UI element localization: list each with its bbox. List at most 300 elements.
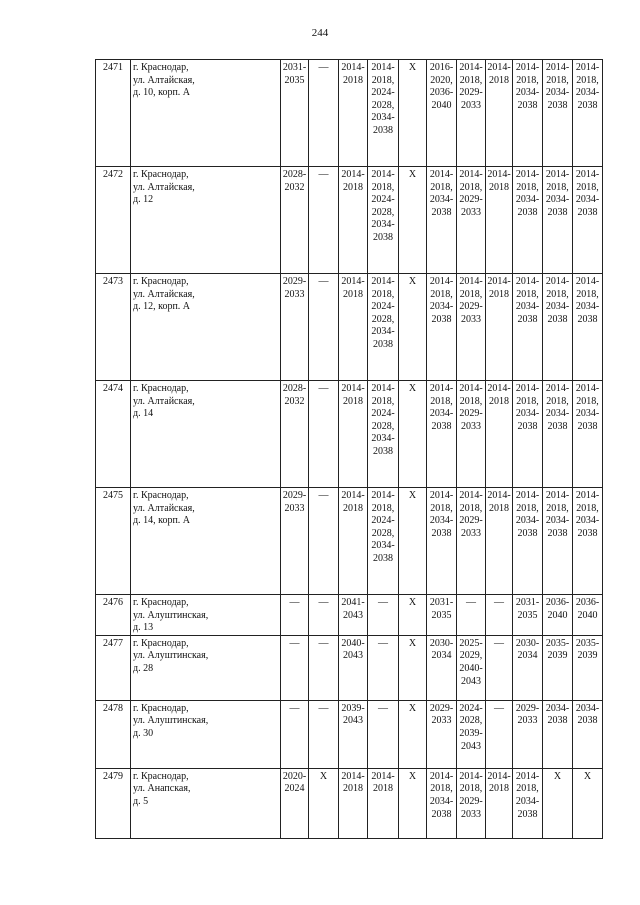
period-cell xyxy=(543,768,573,838)
period-cell xyxy=(281,635,309,700)
period-line: X xyxy=(583,770,592,782)
period-cell xyxy=(309,635,339,700)
period-line: 2018, xyxy=(516,502,539,514)
period-cell xyxy=(368,635,399,700)
period-line: 2034- xyxy=(545,194,570,206)
period-line: X xyxy=(408,702,417,714)
period-cell xyxy=(281,60,309,167)
period-line: 2039 xyxy=(547,650,568,662)
period-cell xyxy=(457,60,486,167)
period-line: 2014- xyxy=(371,169,395,180)
period-line: 2018, xyxy=(371,181,395,193)
period-cell xyxy=(427,60,457,167)
period-cell xyxy=(573,60,603,167)
period-cell xyxy=(309,595,339,636)
row-number: 2476 xyxy=(96,595,131,636)
period-line: 2028- xyxy=(282,383,307,394)
period-line: 2018 xyxy=(489,181,509,193)
table-row xyxy=(96,768,603,838)
period-line: 2024- xyxy=(371,408,395,420)
period-line: 2038 xyxy=(373,445,393,457)
period-line: 2024- xyxy=(371,194,395,206)
period-line: 2034- xyxy=(429,515,454,527)
period-line: 2014- xyxy=(341,62,365,73)
address-cell xyxy=(131,768,281,838)
address-cell xyxy=(131,381,281,488)
period-cell xyxy=(281,381,309,488)
period-line: 2014- xyxy=(487,169,511,180)
period-line: 2018, xyxy=(371,74,395,86)
period-line: 2034- xyxy=(545,515,570,527)
period-line: 2033 xyxy=(461,206,481,218)
period-line: 2014- xyxy=(371,62,395,73)
period-line: — xyxy=(318,597,329,608)
period-cell xyxy=(457,167,486,274)
period-line: 2038 xyxy=(577,715,598,727)
period-cell xyxy=(427,167,457,274)
period-line: 2040- xyxy=(341,637,365,649)
period-line: 2018 xyxy=(489,502,509,514)
period-line: 2014- xyxy=(371,276,395,287)
period-line: 2038 xyxy=(431,527,452,539)
period-line: 2032 xyxy=(284,181,305,193)
address-cell xyxy=(131,167,281,274)
period-cell xyxy=(368,274,399,381)
period-line: 2014- xyxy=(459,383,483,394)
period-cell xyxy=(457,635,486,700)
period-line: 2014- xyxy=(341,276,365,287)
period-line: 2028, xyxy=(371,527,395,539)
period-line: — xyxy=(318,169,329,180)
period-line: 2014- xyxy=(545,169,570,180)
period-cell xyxy=(399,381,427,488)
period-line: 2018, xyxy=(371,502,395,514)
period-line: 2034- xyxy=(515,408,540,420)
period-line: 2034- xyxy=(429,194,454,206)
period-line: X xyxy=(319,770,328,782)
period-line: 2038 xyxy=(547,99,568,111)
period-line: 2018 xyxy=(489,783,509,795)
period-line: X xyxy=(408,637,417,649)
period-cell xyxy=(309,768,339,838)
period-cell xyxy=(513,381,543,488)
period-line: 2020- xyxy=(282,770,307,782)
address-line: д. 14, корп. А xyxy=(133,515,191,527)
period-cell xyxy=(339,595,368,636)
period-line: 2018 xyxy=(343,74,363,86)
period-line: — xyxy=(289,597,300,608)
period-line: 2018, xyxy=(430,783,453,795)
period-line: 2038 xyxy=(547,420,568,432)
period-line: 2043 xyxy=(461,675,481,687)
period-cell xyxy=(543,488,573,595)
period-line: 2033 xyxy=(461,808,481,820)
period-line: 2029- xyxy=(459,301,483,313)
period-line: 2043 xyxy=(343,609,363,621)
period-line: 2033 xyxy=(284,502,305,514)
period-line: 2014- xyxy=(515,62,540,73)
period-line: — xyxy=(318,383,329,394)
period-cell xyxy=(573,635,603,700)
period-line: 2018 xyxy=(343,181,363,193)
period-line: X xyxy=(553,770,562,782)
period-cell xyxy=(339,381,368,488)
period-line: — xyxy=(318,62,329,73)
period-line: 2014- xyxy=(515,276,540,287)
address-line: г. Краснодар, xyxy=(133,62,189,73)
period-line: 2029- xyxy=(459,795,483,807)
period-line: 2029- xyxy=(459,87,483,99)
period-line: 2034- xyxy=(515,194,540,206)
period-line: 2040 xyxy=(431,99,452,111)
period-line: 2038 xyxy=(517,313,538,325)
period-line: 2043 xyxy=(461,740,481,752)
period-line: 2038 xyxy=(547,313,568,325)
period-line: X xyxy=(408,770,417,782)
period-line: 2014- xyxy=(459,169,483,180)
period-line: 2014- xyxy=(429,276,454,287)
period-line: 2029- xyxy=(429,702,454,714)
period-cell xyxy=(513,274,543,381)
period-line: 2039- xyxy=(459,727,483,739)
period-cell xyxy=(543,381,573,488)
period-cell xyxy=(486,274,513,381)
period-line: 2030- xyxy=(429,637,454,649)
period-line: 2034- xyxy=(545,87,570,99)
period-line: 2014- xyxy=(545,383,570,394)
period-line: X xyxy=(408,62,417,73)
period-cell xyxy=(486,381,513,488)
address-line: ул. Алтайская, xyxy=(133,288,195,300)
period-line: X xyxy=(408,490,417,501)
period-cell xyxy=(368,595,399,636)
address-line: ул. Алуштинская, xyxy=(133,715,209,727)
period-line: 2025- xyxy=(459,637,483,649)
period-line: 2034- xyxy=(575,301,600,313)
period-line: 2038 xyxy=(577,313,598,325)
row-number: 2475 xyxy=(96,488,131,595)
period-line: 2018 xyxy=(489,74,509,86)
period-line: 2041- xyxy=(341,597,365,608)
period-line: 2018, xyxy=(516,288,539,300)
period-line: 2018, xyxy=(430,395,453,407)
period-cell xyxy=(427,635,457,700)
period-cell xyxy=(573,700,603,768)
period-line: 2018, xyxy=(371,395,395,407)
period-line: 2018, xyxy=(576,181,599,193)
period-cell xyxy=(309,274,339,381)
period-cell xyxy=(309,60,339,167)
period-line: 2038 xyxy=(577,99,598,111)
period-line: 2018, xyxy=(430,288,453,300)
period-line: 2014- xyxy=(459,62,483,73)
period-line: 2018, xyxy=(576,288,599,300)
period-cell xyxy=(339,700,368,768)
period-line: 2035- xyxy=(545,637,570,649)
period-line: 2018, xyxy=(430,502,453,514)
period-cell xyxy=(513,768,543,838)
period-line: 2035 xyxy=(517,609,538,621)
period-line: 2014- xyxy=(429,770,454,782)
period-line: 2018 xyxy=(373,783,393,795)
period-cell xyxy=(281,768,309,838)
period-line: 2024- xyxy=(459,702,483,714)
address-cell xyxy=(131,635,281,700)
period-line: 2040 xyxy=(577,609,598,621)
period-line: 2038 xyxy=(373,231,393,243)
table-row xyxy=(96,700,603,768)
period-cell xyxy=(309,167,339,274)
period-line: 2014- xyxy=(487,276,511,287)
period-cell xyxy=(543,274,573,381)
period-cell xyxy=(368,167,399,274)
period-line: 2018 xyxy=(489,288,509,300)
period-line: 2014- xyxy=(545,62,570,73)
period-line: 2034- xyxy=(575,87,600,99)
period-cell xyxy=(427,488,457,595)
period-line: 2029- xyxy=(282,276,307,287)
period-line: 2033 xyxy=(461,420,481,432)
period-line: 2018, xyxy=(546,74,569,86)
row-number: 2472 xyxy=(96,167,131,274)
period-line: 2028, xyxy=(371,313,395,325)
address-cell xyxy=(131,595,281,636)
period-cell xyxy=(513,595,543,636)
period-line: 2014- xyxy=(371,383,395,394)
period-cell xyxy=(339,274,368,381)
period-line: 2014- xyxy=(429,383,454,394)
period-line: 2033 xyxy=(461,527,481,539)
address-line: д. 5 xyxy=(133,795,149,807)
address-line: г. Краснодар, xyxy=(133,383,189,394)
row-number: 2478 xyxy=(96,700,131,768)
period-line: X xyxy=(408,276,417,287)
period-line: 2018, xyxy=(576,395,599,407)
period-line: 2014- xyxy=(459,490,483,501)
period-line: 2031- xyxy=(282,62,307,73)
period-line: 2038 xyxy=(547,715,568,727)
period-line: 2038 xyxy=(547,527,568,539)
period-cell xyxy=(399,635,427,700)
period-line: 2014- xyxy=(341,770,365,782)
period-line: 2038 xyxy=(517,527,538,539)
period-line: 2018, xyxy=(576,74,599,86)
period-line: 2014- xyxy=(487,62,511,73)
period-line: 2018 xyxy=(343,395,363,407)
period-line: — xyxy=(466,597,476,608)
period-line: 2034- xyxy=(515,795,540,807)
period-line: — xyxy=(318,702,329,714)
period-line: — xyxy=(378,702,388,714)
period-line: 2040- xyxy=(459,662,483,674)
period-cell xyxy=(573,595,603,636)
period-line: 2034- xyxy=(429,408,454,420)
period-cell xyxy=(427,595,457,636)
period-line: 2014- xyxy=(575,169,600,180)
period-line: 2018, xyxy=(516,395,539,407)
period-line: 2030- xyxy=(515,637,540,649)
period-cell xyxy=(457,595,486,636)
period-line: 2038 xyxy=(431,206,452,218)
address-cell xyxy=(131,488,281,595)
period-line: 2039 xyxy=(577,650,598,662)
period-cell xyxy=(399,700,427,768)
period-line: 2035 xyxy=(284,74,305,86)
period-line: 2033 xyxy=(431,715,452,727)
period-cell xyxy=(427,381,457,488)
period-line: 2028- xyxy=(282,169,307,180)
table-row xyxy=(96,274,603,381)
period-line: 2029- xyxy=(282,490,307,501)
period-cell xyxy=(543,595,573,636)
address-line: д. 30 xyxy=(133,727,154,739)
period-line: 2014- xyxy=(341,383,365,394)
period-cell xyxy=(399,595,427,636)
period-line: 2014- xyxy=(429,169,454,180)
period-line: 2018 xyxy=(343,783,363,795)
address-cell xyxy=(131,274,281,381)
period-line: — xyxy=(494,702,504,714)
period-line: 2031- xyxy=(429,597,454,608)
period-cell xyxy=(513,635,543,700)
period-cell xyxy=(368,768,399,838)
period-cell xyxy=(513,488,543,595)
period-cell xyxy=(339,488,368,595)
period-line: 2018, xyxy=(546,502,569,514)
period-line: — xyxy=(378,597,388,608)
period-cell xyxy=(457,700,486,768)
period-line: 2035 xyxy=(431,609,452,621)
period-cell xyxy=(543,635,573,700)
period-line: 2018, xyxy=(576,502,599,514)
period-cell xyxy=(309,700,339,768)
period-line: 2029- xyxy=(515,702,540,714)
period-cell xyxy=(399,274,427,381)
period-line: 2018, xyxy=(546,395,569,407)
period-line: 2014- xyxy=(371,770,395,782)
period-cell xyxy=(573,381,603,488)
period-line: X xyxy=(408,597,417,608)
period-line: 2028, xyxy=(371,206,395,218)
address-line: ул. Алтайская, xyxy=(133,74,195,86)
period-line: 2014- xyxy=(515,383,540,394)
period-line: 2024- xyxy=(371,301,395,313)
period-cell xyxy=(573,768,603,838)
period-cell xyxy=(281,274,309,381)
period-cell xyxy=(339,60,368,167)
address-cell xyxy=(131,60,281,167)
period-cell xyxy=(486,700,513,768)
period-line: 2034- xyxy=(371,219,395,231)
period-line: 2038 xyxy=(373,124,393,136)
address-line: г. Краснодар, xyxy=(133,597,189,608)
period-line: 2014- xyxy=(515,169,540,180)
period-cell xyxy=(427,768,457,838)
period-cell xyxy=(486,595,513,636)
period-line: 2043 xyxy=(343,715,363,727)
address-cell xyxy=(131,700,281,768)
period-line: 2034- xyxy=(575,515,600,527)
period-line: 2028, xyxy=(371,420,395,432)
period-line: 2034- xyxy=(429,301,454,313)
period-line: 2034- xyxy=(575,408,600,420)
period-line: 2033 xyxy=(461,99,481,111)
address-line: г. Краснодар, xyxy=(133,276,189,287)
period-line: 2034- xyxy=(545,702,570,714)
period-line: 2014- xyxy=(515,490,540,501)
period-line: 2014- xyxy=(575,490,600,501)
period-cell xyxy=(486,167,513,274)
period-line: 2018, xyxy=(459,395,483,407)
period-line: 2034 xyxy=(517,650,538,662)
period-cell xyxy=(486,635,513,700)
period-cell xyxy=(486,768,513,838)
period-line: 2014- xyxy=(545,276,570,287)
period-line: 2034- xyxy=(371,433,395,445)
period-line: 2034- xyxy=(515,301,540,313)
period-line: 2036- xyxy=(545,597,570,608)
period-line: 2040 xyxy=(547,609,568,621)
period-line: 2018 xyxy=(489,395,509,407)
table-row xyxy=(96,60,603,167)
period-cell xyxy=(281,167,309,274)
period-cell xyxy=(368,60,399,167)
address-line: д. 10, корп. А xyxy=(133,87,191,99)
period-line: 2018, xyxy=(546,288,569,300)
address-line: д. 28 xyxy=(133,662,154,674)
period-cell xyxy=(486,60,513,167)
period-line: 2034- xyxy=(371,112,395,124)
period-line: — xyxy=(494,637,504,649)
period-line: 2029, xyxy=(459,650,483,662)
period-line: 2014- xyxy=(487,490,511,501)
period-cell xyxy=(339,167,368,274)
period-line: 2031- xyxy=(515,597,540,608)
period-line: 2018 xyxy=(343,288,363,300)
period-line: 2029- xyxy=(459,408,483,420)
period-cell xyxy=(368,700,399,768)
period-cell xyxy=(281,595,309,636)
period-cell xyxy=(573,274,603,381)
period-line: — xyxy=(318,637,329,649)
address-line: г. Краснодар, xyxy=(133,702,189,714)
period-line: 2018, xyxy=(546,181,569,193)
period-cell xyxy=(399,167,427,274)
period-line: 2034- xyxy=(575,194,600,206)
period-line: 2018, xyxy=(459,288,483,300)
period-line: 2018 xyxy=(343,502,363,514)
period-line: 2024 xyxy=(284,783,305,795)
period-line: 2018, xyxy=(516,74,539,86)
period-line: 2038 xyxy=(577,206,598,218)
period-line: — xyxy=(318,276,329,287)
address-line: ул. Алуштинская, xyxy=(133,609,209,621)
period-line: — xyxy=(289,637,300,649)
period-line: 2016- xyxy=(429,62,454,73)
period-line: 2014- xyxy=(459,770,483,782)
period-cell xyxy=(309,381,339,488)
period-line: 2034- xyxy=(371,326,395,338)
period-line: 2014- xyxy=(487,770,511,782)
period-line: 2034- xyxy=(545,301,570,313)
period-line: 2018, xyxy=(430,181,453,193)
period-line: 2034 xyxy=(431,650,452,662)
row-number: 2471 xyxy=(96,60,131,167)
period-line: 2034- xyxy=(545,408,570,420)
period-line: X xyxy=(408,383,417,394)
period-cell xyxy=(368,381,399,488)
period-cell xyxy=(543,167,573,274)
